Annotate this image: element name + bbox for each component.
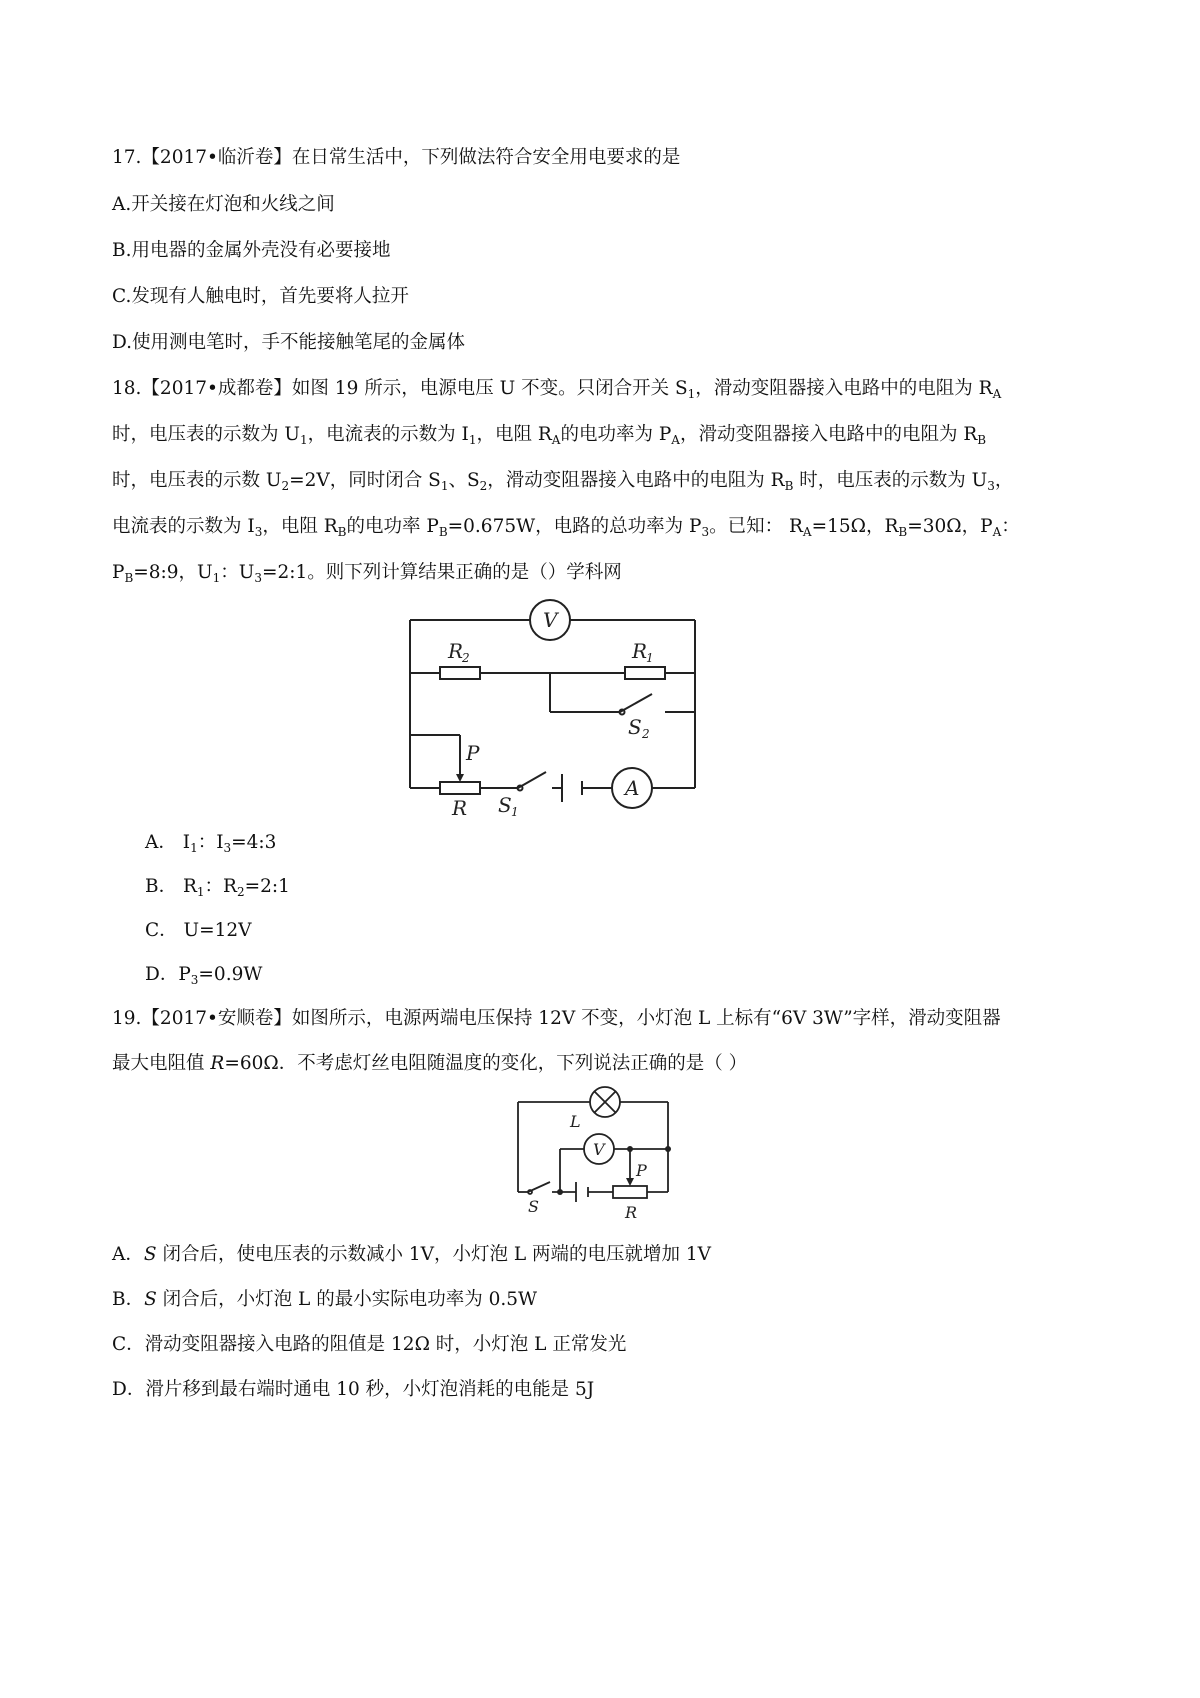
q19-circuit-diagram bbox=[510, 1082, 710, 1222]
q19-option-c: C．滑动变阻器接入电路的阻值是 12Ω 时，小灯泡 L 正常发光 bbox=[112, 1334, 627, 1355]
q17-stem: 17.【2017•临沂卷】在日常生活中，下列做法符合安全用电要求的是 bbox=[112, 147, 681, 168]
ammeter-label: A bbox=[625, 776, 640, 800]
label-p: P bbox=[466, 741, 480, 765]
label-s: S bbox=[528, 1197, 539, 1216]
slider-arrow bbox=[626, 1178, 634, 1186]
q18-option-c: C． U=12V bbox=[145, 920, 252, 941]
junction-dot-2 bbox=[627, 1146, 633, 1152]
switch-s2-blade bbox=[620, 694, 652, 712]
q18-line-1: 18.【2017•成都卷】如图 19 所示，电源电压 U 不变。只闭合开关 $S_1$，滑动变阻器接入电路中的电阻为 $R_A$ bbox=[112, 378, 1002, 401]
resistor-r1 bbox=[625, 667, 665, 679]
slider-arrow bbox=[456, 774, 464, 782]
label-r2-sub: 2 bbox=[462, 651, 470, 665]
label-s2: S bbox=[628, 715, 642, 739]
q18-line-5: $P_B=8:9$，$U_1$：$U_3=2:1$。则下列计算结果正确的是（）学科网 bbox=[112, 562, 622, 585]
q17-option-b: B.用电器的金属外壳没有必要接地 bbox=[112, 240, 391, 261]
q19-option-b: B．S 闭合后，小灯泡 L 的最小实际电功率为 0.5W bbox=[112, 1289, 538, 1310]
label-r1: R bbox=[632, 639, 648, 663]
voltmeter-label: V bbox=[543, 608, 558, 632]
q18-option-d: D．$P_3=0.9W$ bbox=[145, 964, 263, 987]
q19-option-a: A．S 闭合后，使电压表的示数减小 1V，小灯泡 L 两端的电压就增加 1V bbox=[112, 1244, 712, 1265]
q19-line-1: 19.【2017•安顺卷】如图所示，电源两端电压保持 12V 不变，小灯泡 L 上标有“6V 3W”字样，滑动变阻器 bbox=[112, 1008, 1001, 1029]
q18-option-a: A． $I_1$：$I_3=4:3$ bbox=[145, 832, 277, 855]
label-l: L bbox=[570, 1112, 581, 1131]
label-s1-sub: 1 bbox=[511, 805, 519, 819]
rheostat-r bbox=[440, 782, 480, 794]
junction-dot-1 bbox=[557, 1189, 563, 1195]
junction-dot-3 bbox=[665, 1146, 671, 1152]
q19-line-2: 最大电阻值 R=60Ω．不考虑灯丝电阻随温度的变化，下列说法正确的是（ ） bbox=[112, 1053, 748, 1074]
label-s2-sub: 2 bbox=[642, 727, 650, 741]
label-s1: S bbox=[498, 793, 512, 817]
q17-option-d: D.使用测电笔时，手不能接触笔尾的金属体 bbox=[112, 332, 466, 353]
label-r1-sub: 1 bbox=[646, 651, 654, 665]
label-r: R bbox=[625, 1203, 638, 1222]
resistor-r2 bbox=[440, 667, 480, 679]
q18-line-4: 电流表的示数为 $I_3$，电阻 $R_B$的电功率 $P_B=0.675W$，电路的总功率为 $P_3$。已知： $R_A=15\Omega$，$R_B=30\Omega$，$P_A$： bbox=[112, 516, 1020, 539]
q18-line-2: 时，电压表的示数为 $U_1$，电流表的示数为 $I_1$，电阻 $R_A$的电功率为 $P_A$，滑动变阻器接入电路中的电阻为 $R_B$ bbox=[112, 424, 987, 447]
q18-circuit-diagram bbox=[400, 608, 800, 820]
voltmeter-label: V bbox=[593, 1140, 605, 1159]
q19-option-d: D．滑片移到最右端时通电 10 秒，小灯泡消耗的电能是 5J bbox=[112, 1379, 595, 1400]
q18-option-b: B． $R_1$：$R_2=2:1$ bbox=[145, 876, 290, 899]
label-r2: R bbox=[448, 639, 464, 663]
q17-option-a: A.开关接在灯泡和火线之间 bbox=[112, 194, 335, 215]
q18-line-3: 时，电压表的示数 $U_2=2V$，同时闭合 $S_1$、$S_2$，滑动变阻器接入电路中的电阻为 $R_B$ 时，电压表的示数为 $U_3$， bbox=[112, 470, 1014, 493]
q17-option-c: C.发现有人触电时，首先要将人拉开 bbox=[112, 286, 409, 307]
rheostat-r bbox=[613, 1186, 647, 1198]
label-p: P bbox=[636, 1161, 647, 1180]
label-r: R bbox=[452, 796, 468, 820]
